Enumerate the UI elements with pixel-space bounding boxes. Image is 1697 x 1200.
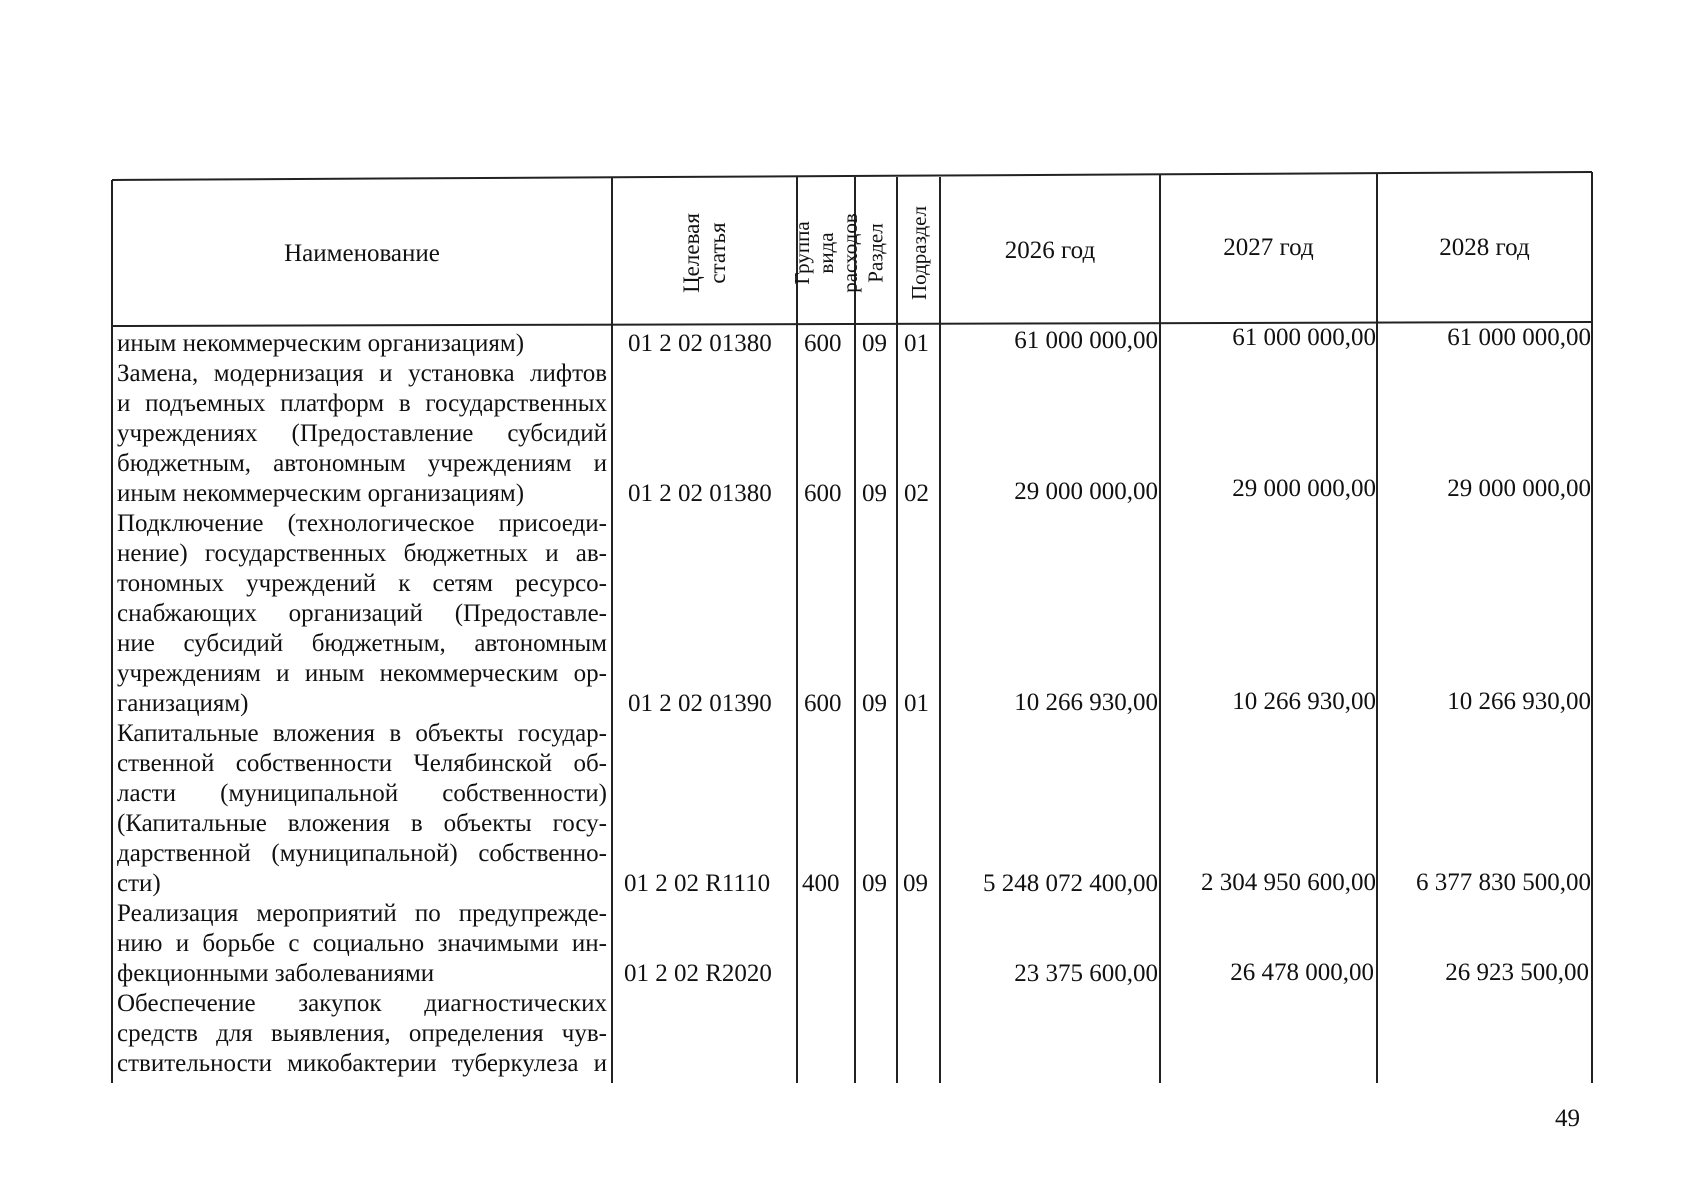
row-1-sub: 01	[904, 330, 929, 357]
row-4-group: 400	[802, 870, 840, 897]
row-5-name-line: фекционными заболеваниями	[117, 960, 435, 987]
row-1-name	[117, 329, 607, 359]
row-3-target: 01 2 02 01390	[628, 690, 772, 717]
row-1-target: 01 2 02 01380	[628, 330, 772, 357]
row-3-name-line: Подключение (технологическое присоеди-	[117, 510, 607, 537]
row-5-name-line: нию и борьбе с социально значимыми ин-	[117, 930, 607, 957]
row-3-name-line: тономных учреждений к сетям ресурсо-	[117, 570, 607, 597]
row-6-name-line: Обеспечение закупок диагностических	[117, 990, 607, 1017]
row-5-target: 01 2 02 R2020	[624, 960, 772, 987]
row-5-name	[117, 899, 607, 989]
row-6-name-line: средств для выявления, определения чув-	[117, 1020, 607, 1047]
row-2-target: 01 2 02 01380	[628, 480, 772, 507]
row-1-group: 600	[804, 330, 842, 357]
row-5-2027: 26 478 000,00	[1230, 959, 1374, 986]
row-3-group: 600	[804, 690, 842, 717]
row-3-section: 09	[862, 690, 887, 717]
row-3-name-line: снабжающих организаций (Предоставле-	[117, 600, 607, 627]
row-2-2026: 29 000 000,00	[1014, 478, 1158, 505]
row-2-section: 09	[862, 480, 887, 507]
row-4-name-line: сти)	[117, 870, 161, 897]
header-target-cell	[612, 180, 797, 326]
row-6-name	[117, 989, 607, 1079]
row-2-name-line: иным некоммерческим организациям)	[117, 480, 525, 507]
row-3-name-line: ние субсидий бюджетным, автономным	[117, 630, 607, 657]
row-1-2027: 61 000 000,00	[1232, 324, 1376, 351]
header-subsection-cell	[897, 180, 940, 326]
header-name: Наименование	[284, 240, 440, 267]
row-2-2028: 29 000 000,00	[1447, 475, 1591, 502]
row-3-name-line: нение) государственных бюджетных и ав-	[117, 540, 607, 567]
row-1-2028: 61 000 000,00	[1447, 324, 1591, 351]
row-3-name-line: ганизациям)	[117, 690, 249, 717]
row-4-name-line: дарственной (муниципальной) собственно-	[117, 840, 607, 867]
header-2028: 2028 год	[1439, 234, 1530, 261]
row-3-name-line: учреждениям и иным некоммерческим ор-	[117, 660, 607, 687]
row-3-2027: 10 266 930,00	[1232, 688, 1376, 715]
row-4-target: 01 2 02 R1110	[624, 870, 771, 897]
row-1-section: 09	[862, 330, 887, 357]
row-6-name-line: ствительности микобактерии туберкулеза и	[117, 1050, 607, 1077]
row-5-2028: 26 923 500,00	[1445, 959, 1589, 986]
row-1-2026: 61 000 000,00	[1014, 327, 1158, 354]
header-expense-group-cell	[790, 180, 862, 326]
row-4-section: 09	[862, 870, 887, 897]
header-section-cell	[855, 180, 897, 326]
header-section: Раздел	[864, 223, 888, 283]
header-2026: 2026 год	[1004, 237, 1096, 264]
row-2-name-line: и подъемных платформ в государственных	[117, 390, 607, 417]
row-4-name-line: (Капитальные вложения в объекты госу-	[117, 810, 607, 837]
header-subsection: Подраздел	[906, 206, 931, 300]
row-4-name	[117, 719, 607, 899]
row-2-name-line: бюджетным, автономным учреждениям и	[117, 450, 607, 477]
header-2027: 2027 год	[1223, 234, 1314, 261]
row-4-2027: 2 304 950 600,00	[1201, 869, 1376, 896]
row-4-2028: 6 377 830 500,00	[1416, 869, 1591, 896]
row-5-2026: 23 375 600,00	[1014, 960, 1158, 987]
row-2-sub: 02	[904, 480, 929, 507]
row-4-name-line: ственной собственности Челябинской об-	[117, 750, 607, 777]
row-4-sub: 09	[903, 870, 928, 897]
row-3-sub: 01	[904, 690, 929, 717]
page-number: 49	[1555, 1105, 1580, 1132]
row-3-2026: 10 266 930,00	[1014, 689, 1158, 716]
row-2-2027: 29 000 000,00	[1232, 475, 1376, 502]
row-3-2028: 10 266 930,00	[1447, 688, 1591, 715]
row-2-name-line: Замена, модернизация и установка лифтов	[117, 360, 607, 387]
row-2-group: 600	[804, 480, 842, 507]
header-target: Целевая статья	[678, 213, 730, 293]
row-3-name	[117, 509, 607, 719]
row-4-name-line: ласти (муниципальной собственности)	[117, 780, 607, 807]
row-2-name-line: учреждениях (Предоставление субсидий	[117, 420, 607, 447]
row-1-name-line: иным некоммерческим организациям)	[117, 330, 525, 357]
header-expense-group: Группа вида расходов	[790, 213, 862, 293]
row-5-name-line: Реализация мероприятий по предупрежде-	[117, 900, 607, 927]
row-2-name	[117, 359, 607, 509]
row-4-2026: 5 248 072 400,00	[983, 870, 1158, 897]
row-4-name-line: Капитальные вложения в объекты государ-	[117, 720, 607, 747]
